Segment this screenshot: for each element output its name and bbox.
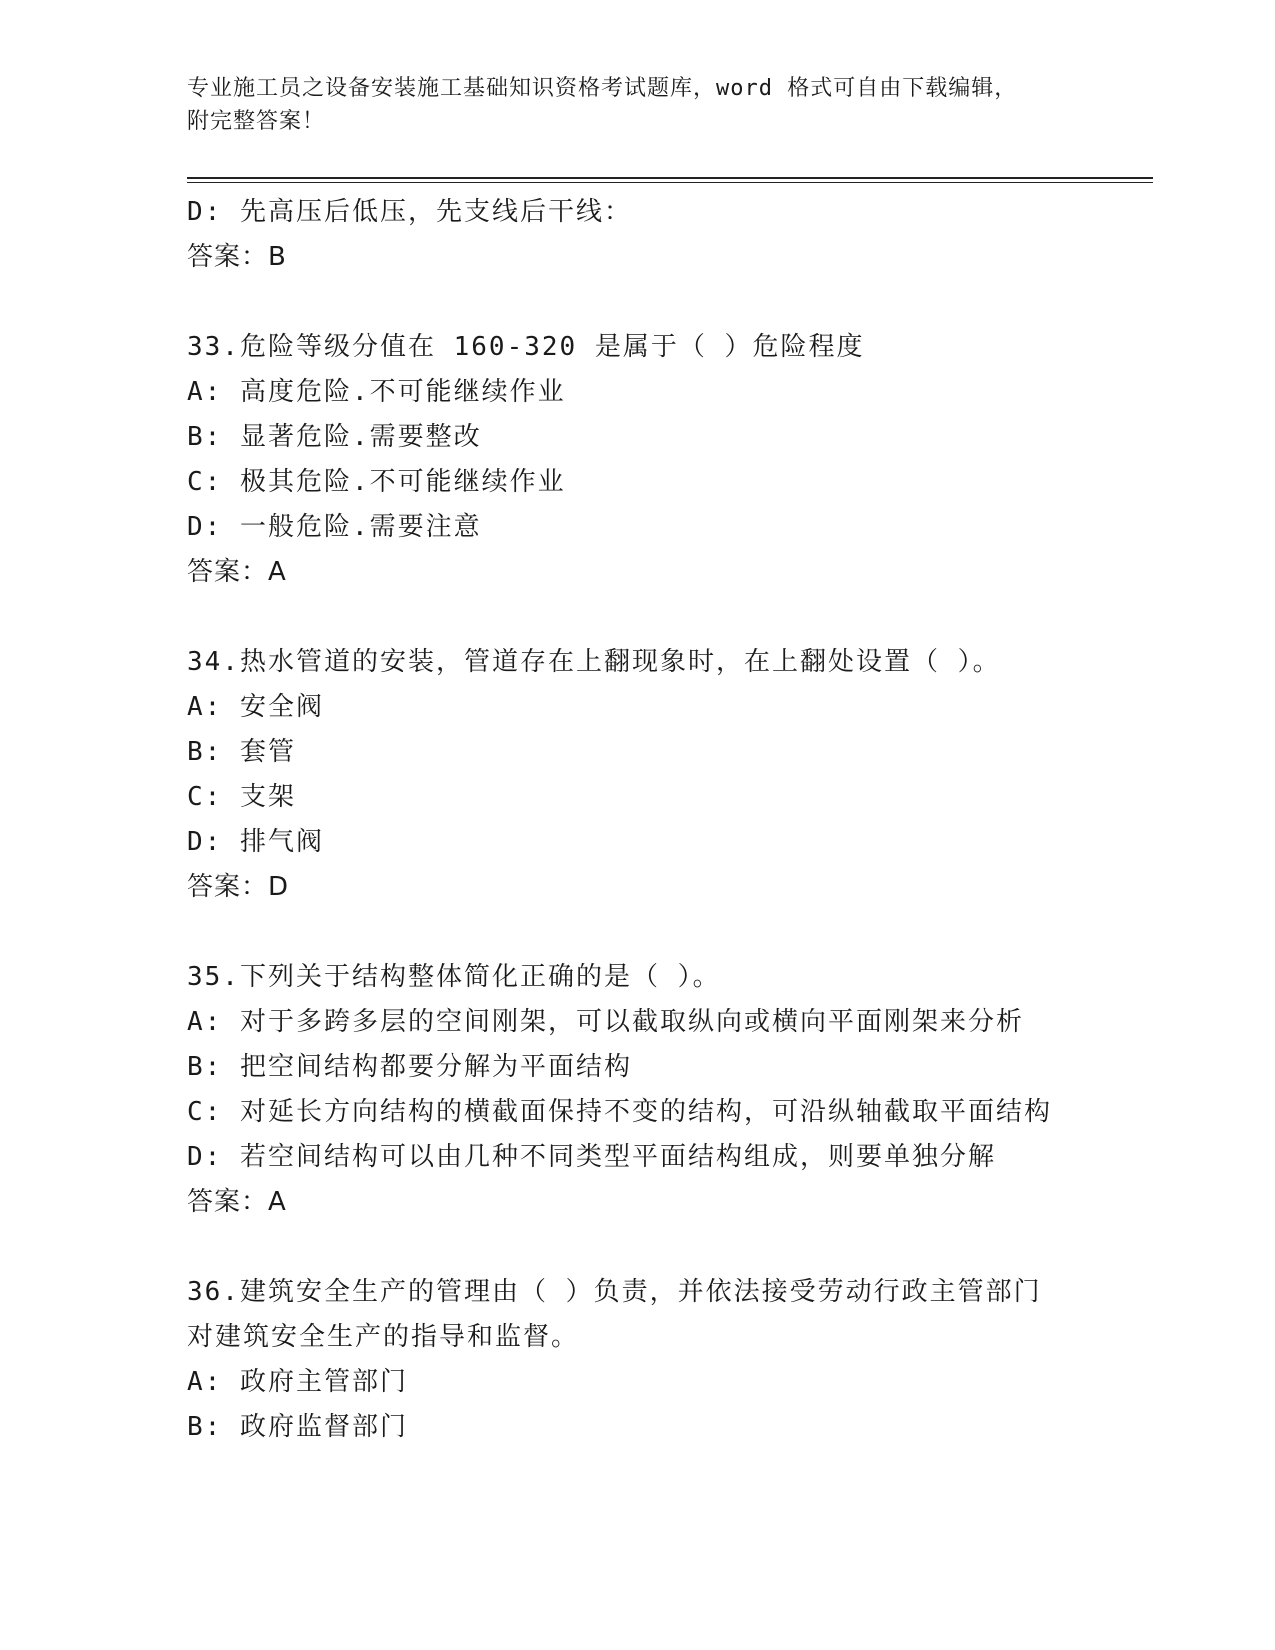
option-a: A: 对于多跨多层的空间刚架，可以截取纵向或横向平面刚架来分析 [187,1007,1024,1037]
question-stem-line-2: 对建筑安全生产的指导和监督。 [187,1322,580,1352]
question-stem: 35.下列关于结构整体简化正确的是（ ）。 [187,962,721,992]
option-a: A: 安全阀 [187,692,324,722]
question-35 [187,955,1153,1225]
question-stem-line-1: 36.建筑安全生产的管理由（ ）负责，并依法接受劳动行政主管部门 [187,1277,1042,1307]
answer: 答案：D [187,872,290,902]
option-b: B: 套管 [187,737,296,767]
question-33 [187,325,1153,595]
option-b: B: 显著危险.需要整改 [187,422,482,452]
spacer [187,910,1153,955]
question-32-tail [187,190,1153,280]
page-header [187,72,1067,138]
question-36 [187,1270,1153,1450]
header-line-2: 附完整答案！ [187,109,326,134]
answer: 答案：A [187,557,287,587]
option-c: C: 支架 [187,782,296,812]
option-d: D: 一般危险.需要注意 [187,512,482,542]
question-stem: 33.危险等级分值在 160-320 是属于（ ）危险程度 [187,332,865,362]
document-body [187,190,1153,1450]
option-b: B: 政府监督部门 [187,1412,408,1442]
answer: 答案：A [187,1187,287,1217]
spacer [187,1225,1153,1270]
option-a: A: 政府主管部门 [187,1367,408,1397]
option-d: D: 若空间结构可以由几种不同类型平面结构组成，则要单独分解 [187,1142,996,1172]
answer: 答案：B [187,242,287,272]
spacer [187,280,1153,325]
question-34 [187,640,1153,910]
option-d: D: 排气阀 [187,827,324,857]
option-b: B: 把空间结构都要分解为平面结构 [187,1052,632,1082]
option-c: C: 对延长方向结构的横截面保持不变的结构，可沿纵轴截取平面结构 [187,1097,1052,1127]
option-a: A: 高度危险.不可能继续作业 [187,377,566,407]
option-d: D: 先高压后低压，先支线后干线： [187,197,632,227]
option-c: C: 极其危险.不可能继续作业 [187,467,566,497]
header-line-1: 专业施工员之设备安装施工基础知识资格考试题库，word 格式可自由下载编辑， [187,76,1018,101]
question-stem: 34.热水管道的安装，管道存在上翻现象时，在上翻处设置（ ）。 [187,647,1001,677]
header-divider [187,177,1153,183]
spacer [187,595,1153,640]
